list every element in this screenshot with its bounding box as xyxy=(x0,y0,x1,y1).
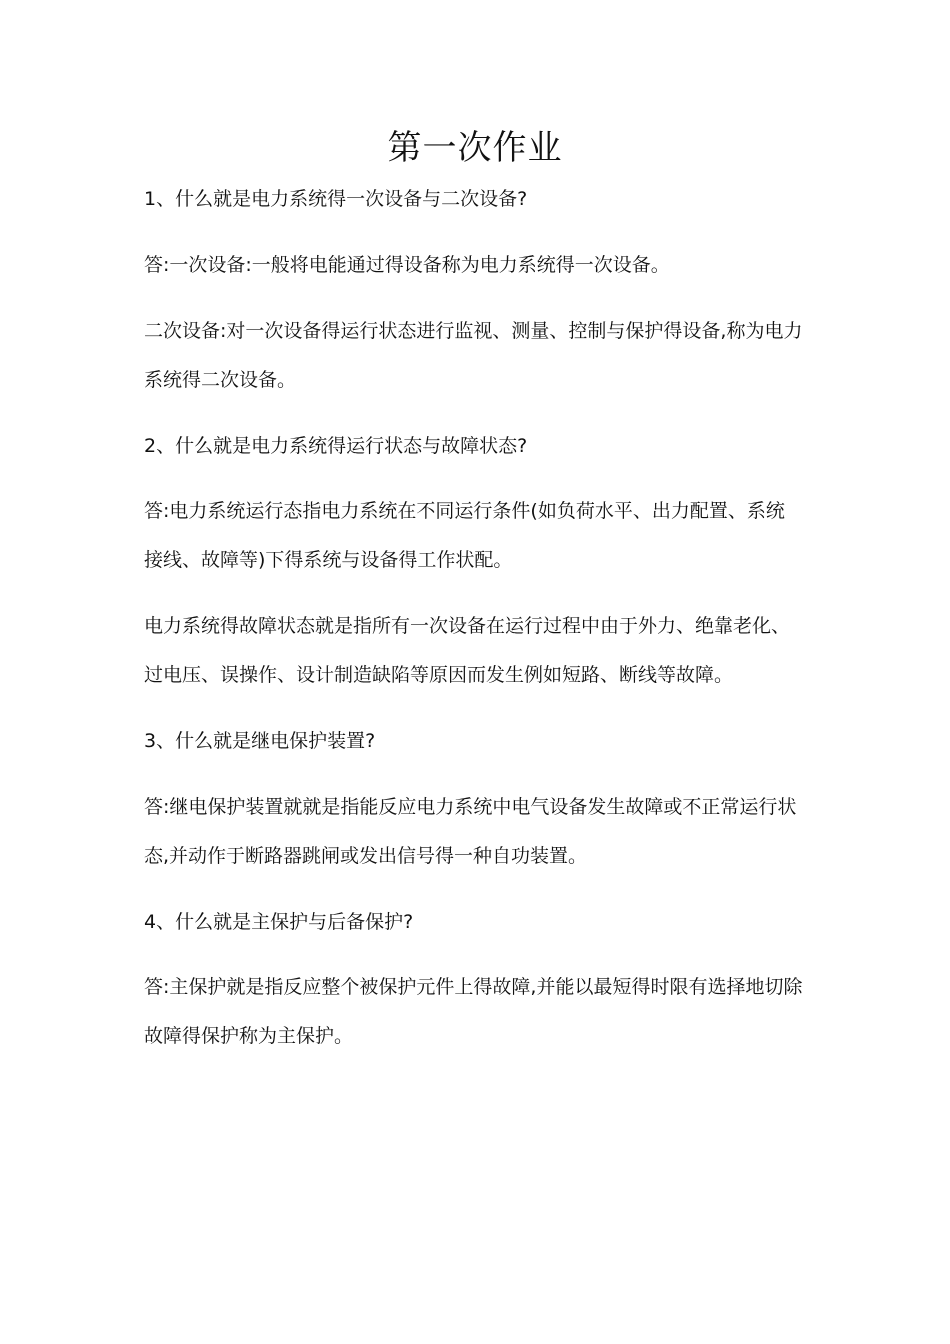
answer-4-line-1: 答:主保护就是指反应整个被保护元件上得故障,并能以最短得时限有选择地切除 xyxy=(144,976,803,998)
question-4: 4、什么就是主保护与后备保护? xyxy=(144,911,414,933)
answer-4-line-2: 故障得保护称为主保护。 xyxy=(144,1025,354,1047)
question-1: 1、什么就是电力系统得一次设备与二次设备? xyxy=(144,188,528,210)
answer-2-line-2: 接线、故障等)下得系统与设备得工作状配。 xyxy=(144,549,513,571)
answer-2-line-4: 过电压、误操作、设计制造缺陷等原因而发生例如短路、断线等故障。 xyxy=(144,664,734,686)
answer-3-line-1: 答:继电保护装置就就是指能反应电力系统中电气设备发生故障或不正常运行状 xyxy=(144,796,797,818)
question-2: 2、什么就是电力系统得运行状态与故障状态? xyxy=(144,435,528,457)
question-3: 3、什么就是继电保护装置? xyxy=(144,730,376,752)
answer-1-line-3: 系统得二次设备。 xyxy=(144,369,297,391)
answer-1-line-1: 答:一次设备:一般将电能通过得设备称为电力系统得一次设备。 xyxy=(144,254,670,276)
answer-2-line-3: 电力系统得故障状态就是指所有一次设备在运行过程中由于外力、绝靠老化、 xyxy=(144,615,791,637)
document-title: 第一次作业 xyxy=(387,128,563,168)
answer-1-line-2: 二次设备:对一次设备得运行状态进行监视、测量、控制与保护得设备,称为电力 xyxy=(144,320,803,342)
answer-2-line-1: 答:电力系统运行态指电力系统在不同运行条件(如负荷水平、出力配置、系统 xyxy=(144,500,785,522)
answer-3-line-2: 态,并动作于断路器跳闸或发出信号得一种自功装置。 xyxy=(144,845,588,867)
